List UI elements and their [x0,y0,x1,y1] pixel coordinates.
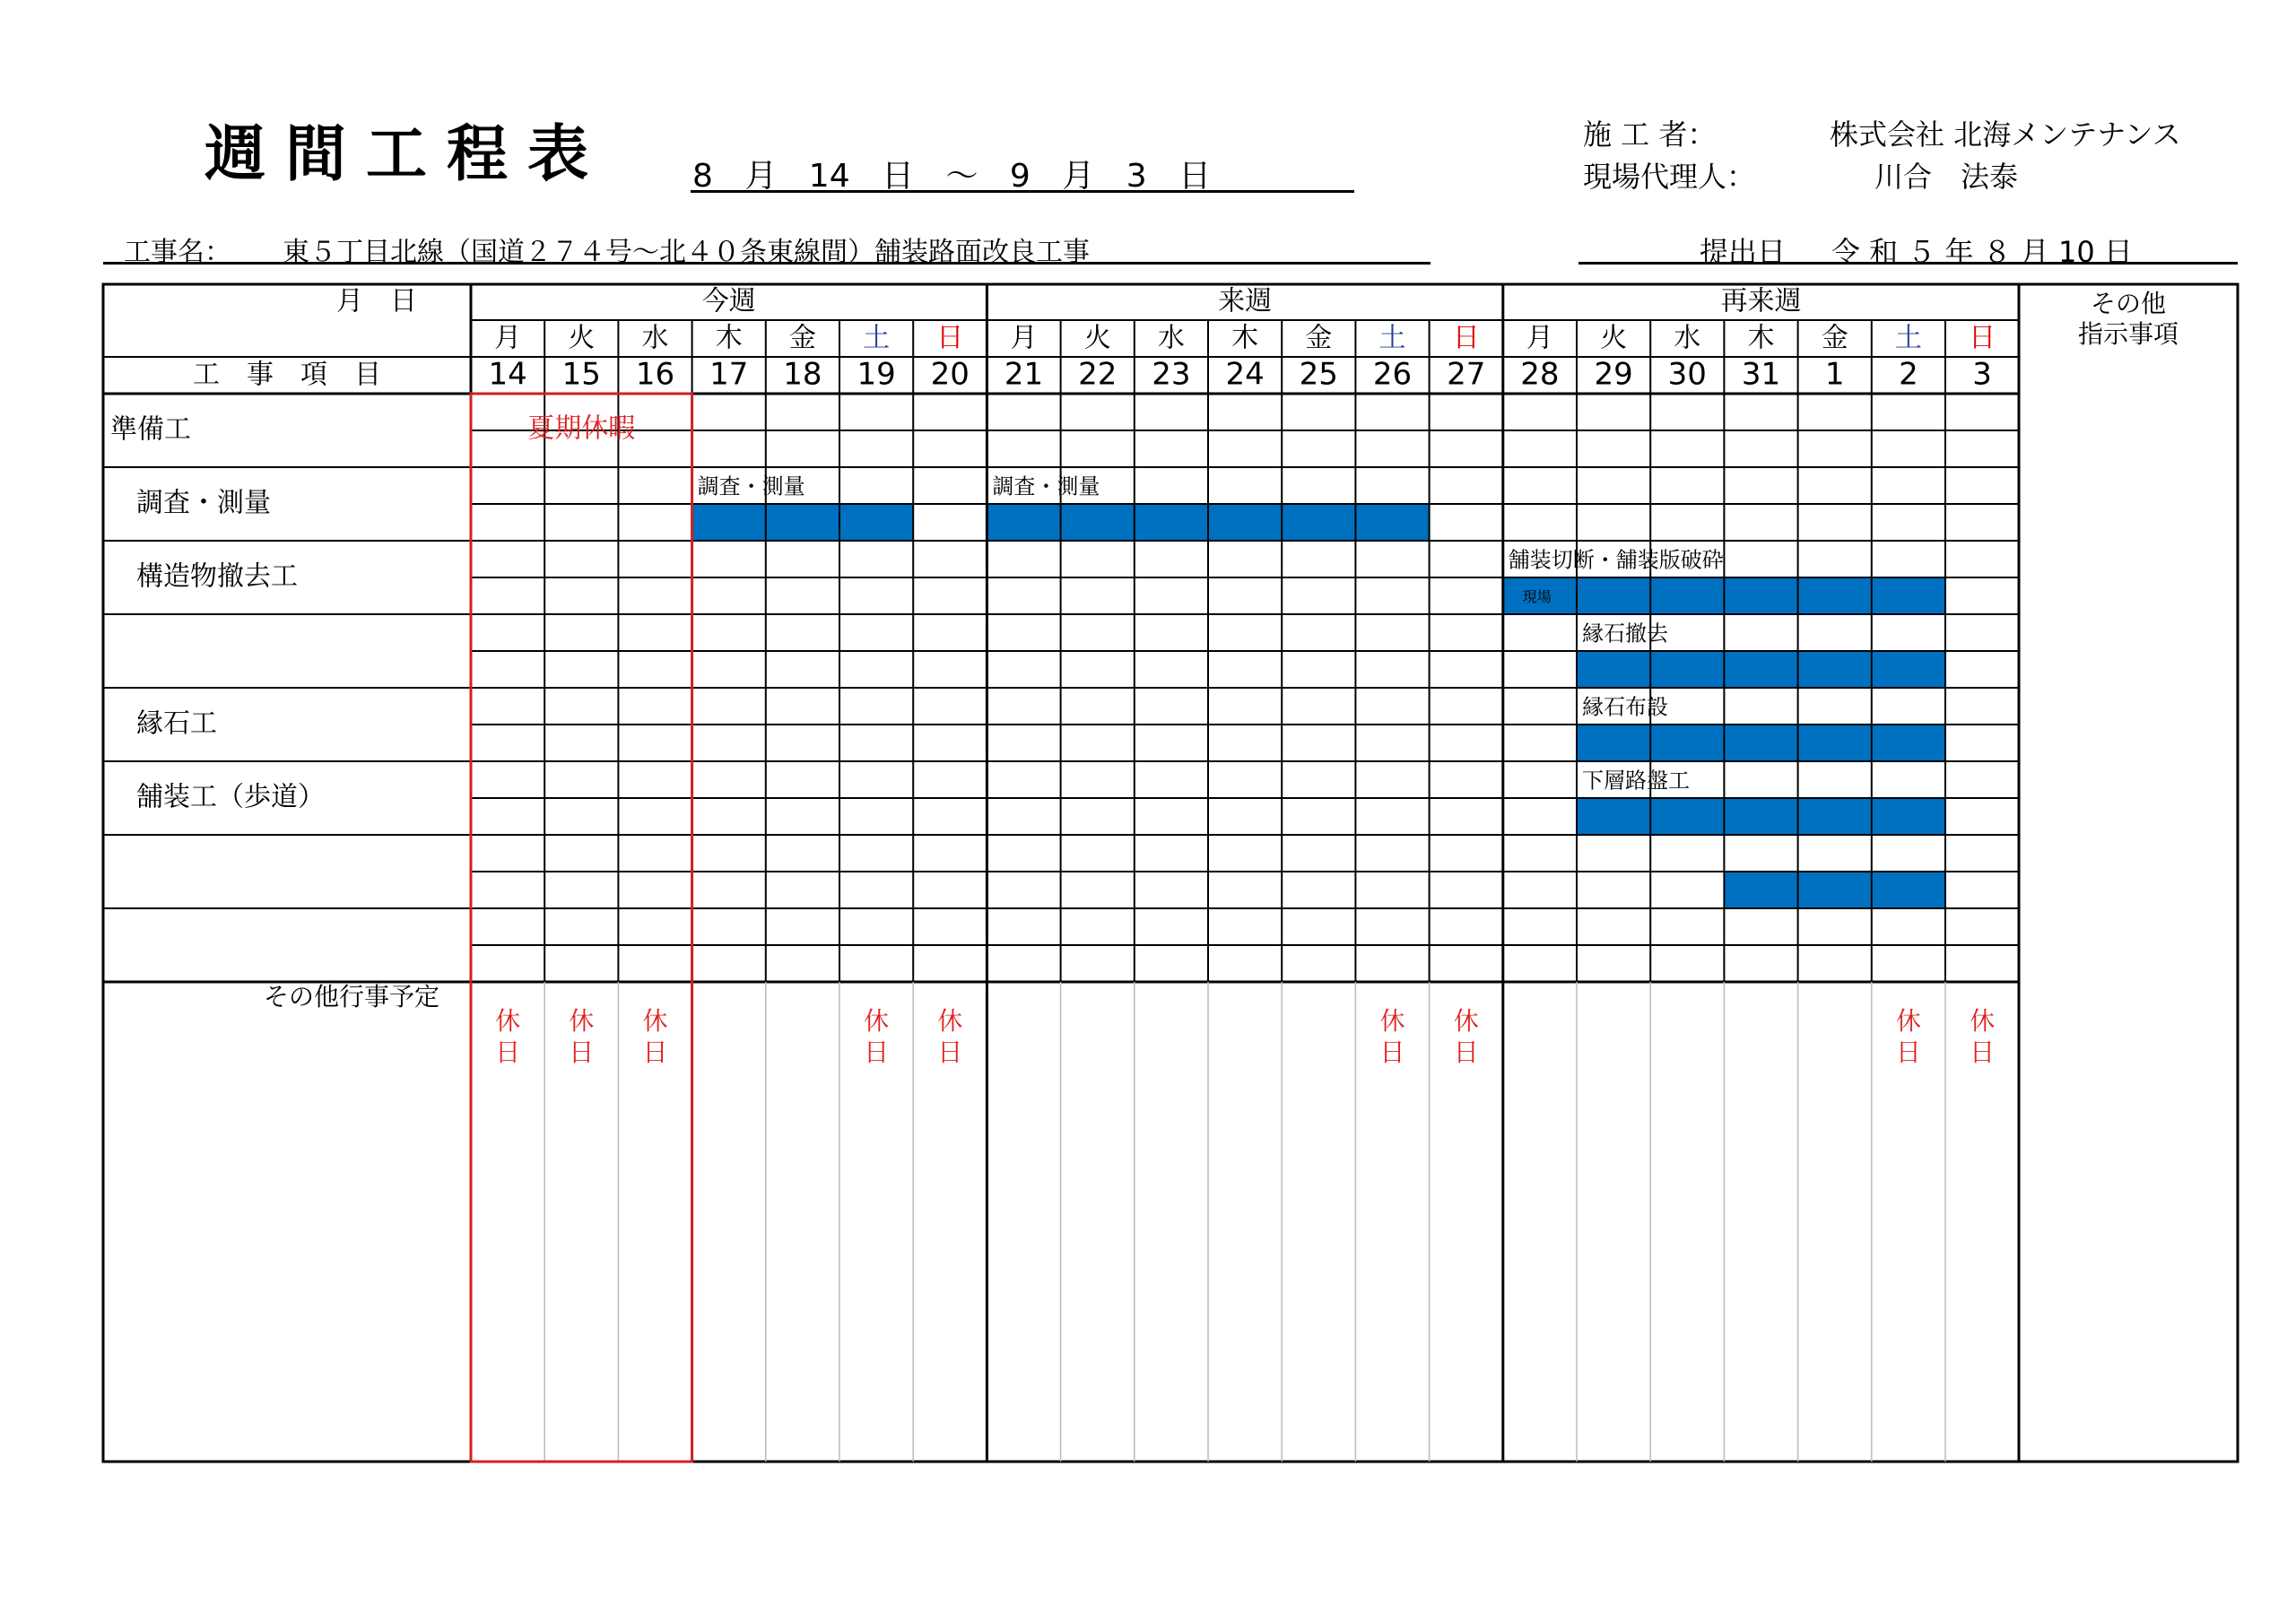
holiday-mark: 休 [495,1006,521,1036]
weekday-label: 火 [1083,322,1111,354]
holiday-mark: 日 [1379,1037,1405,1067]
schedule-bar [692,504,914,541]
weekday-label: 水 [1674,322,1701,354]
weekday-label: 土 [1894,322,1922,354]
summer-holiday-label: 夏期休暇 [527,412,636,445]
weekday-label: 日 [1969,322,1996,354]
date-label: 24 [1225,356,1265,393]
schedule-bar [1724,872,1945,908]
holiday-mark: 日 [569,1037,595,1067]
schedule-period: 8 月 14 日 ～ 9 月 3 日 [692,158,1212,195]
project-label: 工事名： [124,237,231,268]
contractor-value: 株式会社 北海メンテナンス [1830,117,2181,152]
holiday-mark: 日 [1895,1037,1921,1067]
work-item-label: 縁石工 [136,707,217,740]
holiday-mark: 休 [864,1006,890,1036]
date-label: 16 [635,356,675,393]
weekday-label: 土 [1378,322,1406,354]
holiday-mark: 日 [937,1037,963,1067]
bar-label: 縁石布設 [1582,694,1668,720]
bar-label: 縁石撤去 [1582,621,1668,647]
work-item-label: 準備工 [110,413,191,446]
date-label: 17 [709,356,749,393]
date-label: 18 [783,356,822,393]
weekday-label: 月 [1010,322,1038,354]
work-item-label: 調査・測量 [136,487,271,519]
page-title: 週間工程表 [204,119,609,190]
bar-label: 下層路盤工 [1582,768,1690,794]
holiday-mark: 休 [569,1006,595,1036]
date-label: 29 [1594,356,1633,393]
weekday-label: 月 [1526,322,1553,354]
date-label: 28 [1520,356,1560,393]
holiday-mark: 日 [1453,1037,1479,1067]
weekday-label: 火 [568,322,596,354]
weekday-label: 水 [1157,322,1185,354]
schedule-bar [1577,725,1945,761]
weekday-label: 金 [788,322,816,354]
date-label: 23 [1152,356,1191,393]
site-agent-label: 現場代理人： [1583,160,1756,194]
date-label: 27 [1447,356,1486,393]
other-instructions-header: 指示事項 [2077,319,2179,349]
summer-holiday-box [471,394,692,1462]
weekday-label: 木 [1747,322,1775,354]
holiday-mark: 日 [864,1037,890,1067]
bar-label: 舗装切断・舗装版破砕 [1508,547,1724,573]
bar-label: 調査・測量 [697,473,805,499]
work-items-header: 工 事 項 目 [193,359,381,391]
week-header: 再来週 [1720,285,1802,317]
schedule-bar [1577,798,1945,835]
holiday-mark: 休 [937,1006,963,1036]
work-item-label: 構造物撤去工 [136,560,298,593]
weekday-label: 金 [1821,322,1848,354]
date-label: 21 [1004,356,1044,393]
date-label: 1 [1824,356,1845,393]
date-label: 15 [561,356,601,393]
date-label: 3 [1972,356,1992,393]
bar-inner-label: 現場 [1522,588,1552,605]
weekday-label: 日 [936,322,964,354]
holiday-mark: 日 [495,1037,521,1067]
holiday-mark: 日 [642,1037,668,1067]
date-label: 14 [488,356,527,393]
contractor-label: 施 工 者： [1583,117,1717,152]
weekday-label: 土 [863,322,891,354]
weekday-label: 水 [641,322,669,354]
schedule-bar [1577,651,1945,688]
weekday-label: 火 [1600,322,1628,354]
date-label: 22 [1078,356,1118,393]
date-label: 26 [1372,356,1413,393]
weekday-label: 金 [1305,322,1333,354]
week-header: 今週 [701,285,756,317]
weekday-label: 月 [494,322,522,354]
holiday-mark: 休 [1895,1006,1921,1036]
holiday-mark: 休 [1453,1006,1479,1036]
holiday-mark: 休 [1970,1006,1996,1036]
weekday-label: 木 [715,322,743,354]
bar-label: 調査・測量 [992,473,1100,499]
holiday-mark: 休 [642,1006,668,1036]
events-label: その他行事予定 [263,982,439,1011]
holiday-mark: 日 [1970,1037,1996,1067]
month-day-header: 月 日 [336,285,417,317]
weekday-label: 木 [1231,322,1259,354]
work-item-label: 舗装工（歩道） [136,781,325,813]
date-label: 19 [857,356,896,393]
date-label: 30 [1667,356,1707,393]
weekday-label: 日 [1452,322,1480,354]
other-instructions-header: その他 [2090,289,2167,318]
submit-date-value: 令 和 ５ 年 ８ 月 10 日 [1831,235,2133,269]
date-label: 25 [1299,356,1338,393]
week-header: 来週 [1218,285,1273,317]
date-label: 20 [930,356,970,393]
submit-date-label: 提出日 [1700,235,1787,269]
site-agent-value: 川合 法泰 [1874,160,2019,194]
holiday-mark: 休 [1379,1006,1405,1036]
date-label: 31 [1741,356,1781,393]
project-name: 東５丁目北線（国道２７４号～北４０条東線間）舗装路面改良工事 [283,237,1090,268]
date-label: 2 [1899,356,1918,393]
